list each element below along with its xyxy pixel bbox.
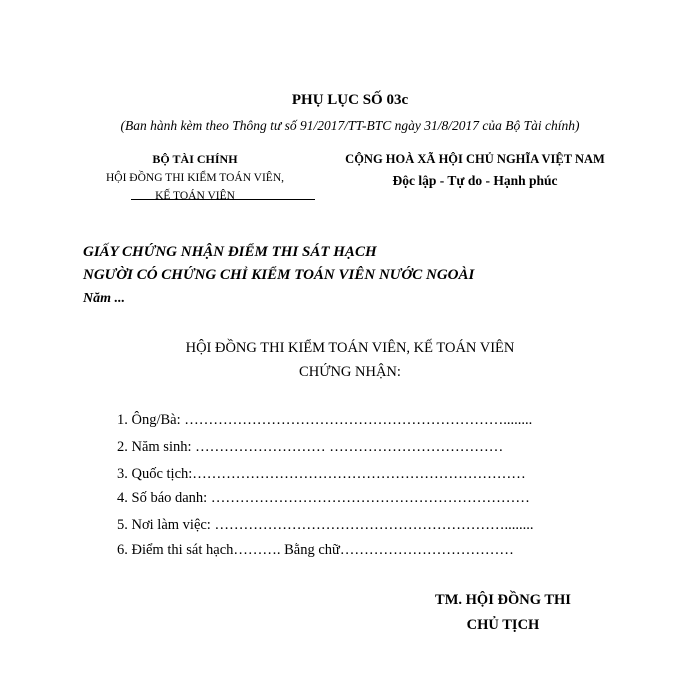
signature-title: TM. HỘI ĐỒNG THI [435, 592, 571, 608]
national-motto: Độc lập - Tự do - Hạnh phúc [392, 173, 558, 188]
document-subtitle: (Ban hành kèm theo Thông tư số 91/2017/TT-BTC ngày 31/8/2017 của Bộ Tài chính) [120, 118, 580, 133]
field-full-name: 1. Ông/Bà: …………………………………………………………........ [117, 412, 533, 428]
field-exam-score: 6. Điểm thi sát hạch………. Bằng chữ……………………………… [117, 542, 514, 558]
document-title: PHỤ LỤC SỐ 03c [291, 92, 409, 108]
field-workplace: 5. Nơi làm việc: ……………………………………………………........ [117, 517, 534, 533]
certifies-heading: CHỨNG NHẬN: [299, 364, 401, 380]
ministry-name: BỘ TÀI CHÍNH [152, 152, 238, 166]
council-name-line2: KẾ TOÁN VIÊN [155, 190, 235, 202]
certificate-year: Năm ... [83, 291, 125, 306]
certificate-title-line2: NGƯỜI CÓ CHỨNG CHỈ KIỂM TOÁN VIÊN NƯỚC NGOÀI [83, 267, 475, 283]
signature-role: CHỦ TỊCH [466, 617, 540, 633]
field-candidate-number: 4. Số báo danh: ………………………………………………………… [117, 490, 530, 506]
council-heading: HỘI ĐỒNG THI KIỂM TOÁN VIÊN, KẾ TOÁN VIÊN [185, 340, 515, 356]
field-nationality: 3. Quốc tịch:…………………………………………………………… [117, 466, 526, 482]
council-name-line1: HỘI ĐỒNG THI KIỂM TOÁN VIÊN, [105, 172, 285, 184]
certificate-title-line1: GIẤY CHỨNG NHẬN ĐIỂM THI SÁT HẠCH [83, 244, 377, 260]
header-divider [131, 199, 315, 200]
field-birth-year: 2. Năm sinh: ……………………… ……………………………… [117, 439, 504, 455]
nation-name: CỘNG HOÀ XÃ HỘI CHỦ NGHĨA VIỆT NAM [345, 152, 605, 166]
